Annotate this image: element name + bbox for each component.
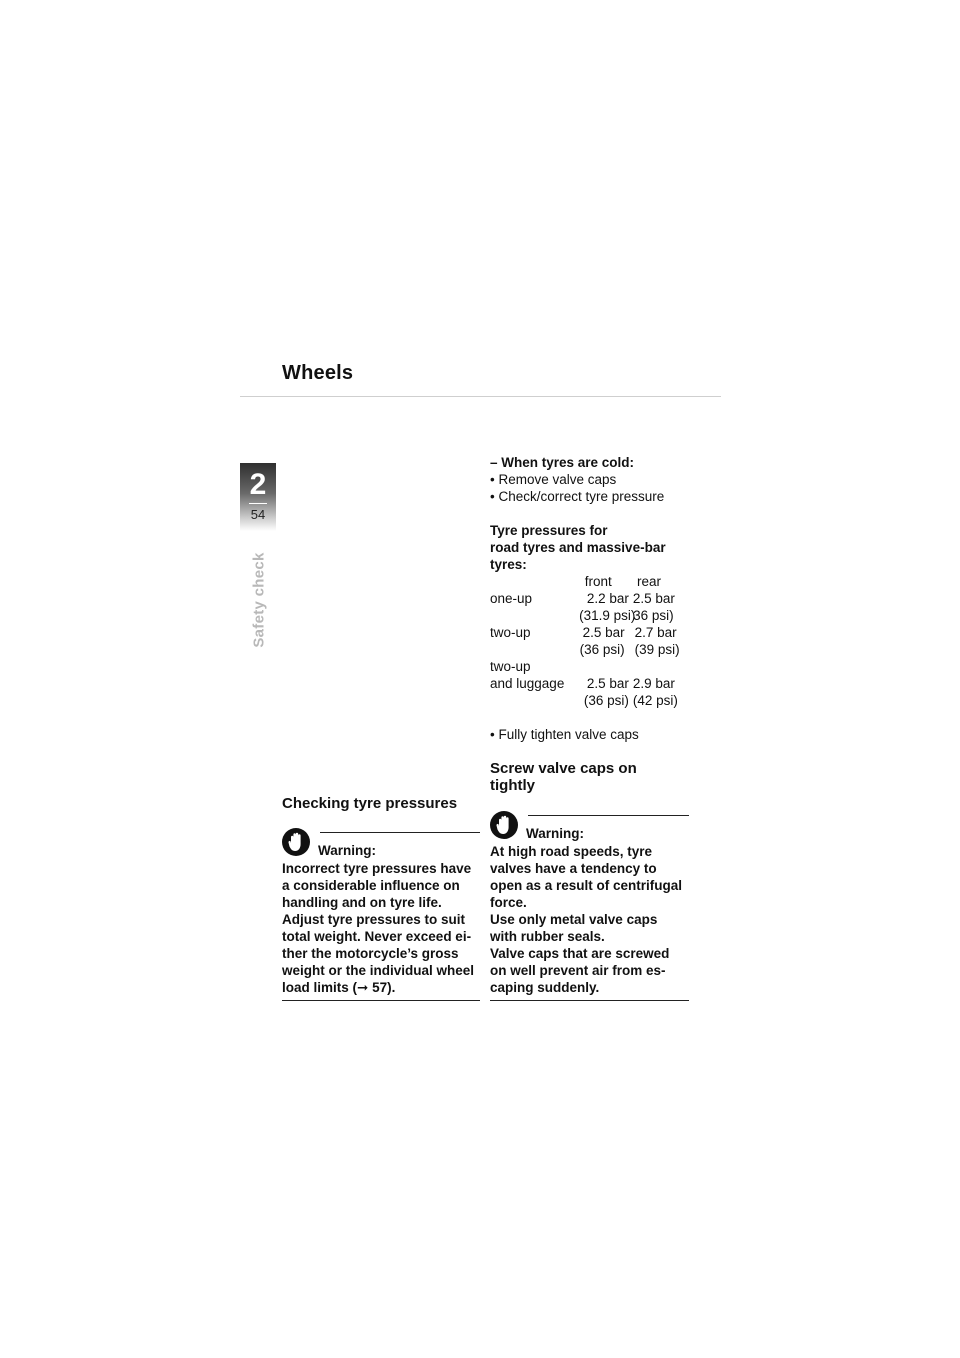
warning-line: a considerable influence on	[282, 878, 460, 893]
section-label	[250, 548, 268, 652]
table-header	[490, 573, 569, 590]
warning-top-rule	[320, 832, 480, 833]
table-cell: 36 psi)	[633, 608, 674, 623]
screw-heading: tightly	[490, 777, 535, 794]
table-cell: (42 psi)	[632, 693, 678, 708]
table-cell	[631, 658, 688, 675]
table-cell: and luggage	[490, 676, 565, 691]
final-step: • Fully tighten valve caps	[490, 726, 689, 743]
table-heading: road tyres and massive-bar	[490, 540, 666, 555]
warning-line: Incorrect tyre pressures have	[282, 861, 472, 876]
chapter-number: 2	[249, 468, 267, 501]
table-cell: (39 psi)	[634, 642, 680, 657]
table-row	[490, 658, 689, 675]
cold-heading: – When tyres are cold:	[490, 455, 635, 470]
warning-line: At high road speeds, tyre	[490, 844, 653, 859]
warning-line: load limits (➞ 57).	[282, 980, 396, 995]
table-row	[490, 675, 689, 692]
table-row	[490, 692, 689, 709]
title-divider	[240, 396, 721, 397]
section-label-text: Safety check	[250, 552, 268, 648]
step-item: • Check/correct tyre pressure	[490, 488, 689, 505]
warning-line: valves have a tendency to	[490, 861, 657, 876]
table-header-row	[490, 573, 689, 590]
page-number: 54	[250, 507, 266, 522]
page-title: Wheels	[282, 362, 354, 384]
warning-header	[282, 828, 480, 858]
checking-heading: Checking tyre pressures	[282, 795, 458, 812]
warning-line: Valve caps that are screwed	[490, 946, 670, 961]
hand-stop-icon	[282, 828, 310, 856]
table-cell: (36 psi)	[579, 642, 625, 657]
warning-line: weight or the individual wheel	[282, 963, 475, 978]
right-column	[490, 454, 689, 1001]
warning-bottom-rule	[282, 1000, 480, 1001]
table-row	[490, 607, 689, 624]
table-cell: (36 psi)	[583, 693, 629, 708]
table-cell: 2.7 bar	[634, 625, 677, 640]
warning-text	[490, 843, 689, 996]
table-cell: 2.9 bar	[632, 676, 675, 691]
table-row	[490, 624, 689, 641]
warning-line: open as a result of centrifugal	[490, 878, 683, 893]
table-cell	[490, 607, 579, 624]
warning-top-rule	[528, 815, 689, 816]
step-item: • Remove valve caps	[490, 471, 689, 488]
warning-line: force.	[490, 895, 527, 910]
table-cell: 2.5 bar	[632, 591, 675, 606]
warning-line: total weight. Never exceed ei-	[282, 929, 472, 944]
warning-label: Warning:	[526, 826, 584, 841]
table-header: front	[584, 574, 612, 589]
table-cell	[581, 658, 631, 675]
table-cell	[490, 692, 580, 709]
warning-text	[282, 860, 480, 996]
table-cell: two-up	[490, 625, 531, 640]
warning-line: handling and on tyre life.	[282, 895, 442, 910]
chapter-divider	[249, 503, 267, 504]
table-row	[490, 590, 689, 607]
warning-line: with rubber seals.	[490, 929, 605, 944]
warning-header	[490, 811, 689, 841]
warning-line: ther the motorcycle’s gross	[282, 946, 459, 961]
chapter-tab	[240, 463, 276, 531]
pressure-table	[490, 573, 689, 709]
table-cell: 2.2 bar	[586, 591, 629, 606]
table-row	[490, 641, 689, 658]
table-cell: one-up	[490, 591, 533, 606]
warning-line: caping suddenly.	[490, 980, 600, 995]
warning-bottom-rule	[490, 1000, 689, 1001]
table-cell: 2.5 bar	[582, 625, 625, 640]
table-heading: tyres:	[490, 557, 527, 572]
table-cell: (31.9 psi)	[579, 608, 636, 623]
table-header: rear	[637, 574, 662, 589]
table-cell: 2.5 bar	[586, 676, 629, 691]
warning-line: Use only metal valve caps	[490, 912, 658, 927]
table-cell: two-up	[490, 659, 531, 674]
left-column	[282, 795, 480, 1001]
warning-label: Warning:	[318, 843, 376, 858]
hand-stop-icon	[490, 811, 518, 839]
table-cell	[490, 641, 577, 658]
screw-heading: Screw valve caps on	[490, 760, 637, 777]
table-heading: Tyre pressures for	[490, 523, 608, 538]
warning-line: on well prevent air from es-	[490, 963, 666, 978]
warning-line: Adjust tyre pressures to suit	[282, 912, 466, 927]
